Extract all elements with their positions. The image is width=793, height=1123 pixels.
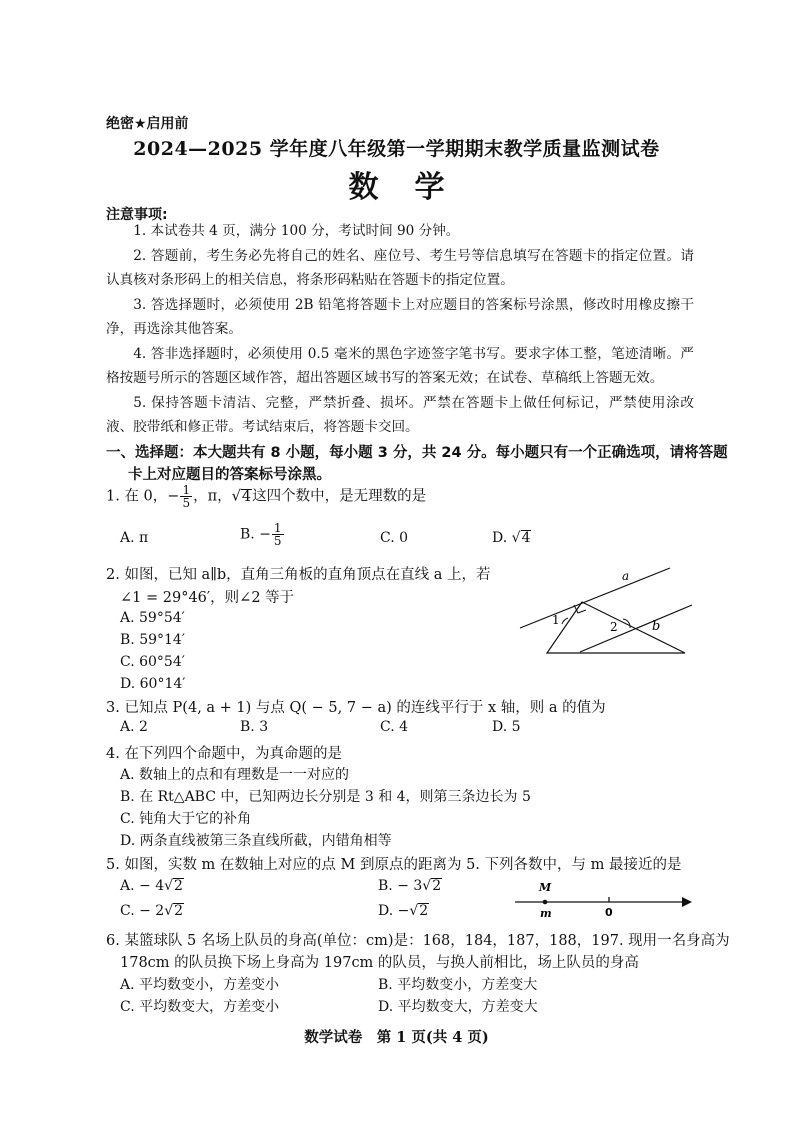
q4-option-a: A. 数轴上的点和有理数是一一对应的 bbox=[120, 767, 350, 783]
q6-option-d: D. 平均数变大，方差变大 bbox=[378, 999, 538, 1015]
notice-item-5: 5. 保持答题卡清洁、完整，严禁折叠、损坏。严禁在答题卡上做任何标记，严禁使用涂改液、胶带纸和修正带。考试结束后，将答题卡交回。 bbox=[106, 394, 694, 435]
q5-option-c: C. − 2√2 bbox=[120, 903, 184, 919]
question-3-stem: 3. 已知点 P(4, a + 1) 与点 Q( − 5, 7 − a) 的连线平行于 x 轴，则 a 的值为 bbox=[106, 700, 606, 716]
q4-option-b: B. 在 Rt△ABC 中，已知两边长分别是 3 和 4，则第三条边长为 5 bbox=[120, 789, 531, 805]
number-line-figure bbox=[510, 876, 695, 921]
section-heading-line1: 一、选择题：本大题共有 8 小题，每小题 3 分，共 24 分。每小题只有一个正确选项，请将答题 bbox=[106, 445, 728, 461]
question-6-stem-line2: 178cm 的队员换下场上身高为 197cm 的队员，与换人前相比，场上队员的身高 bbox=[120, 955, 639, 971]
q1-option-b: B. − $\frac{1}{5}$ bbox=[240, 521, 282, 548]
fraction-one-fifth: $\frac{1}{5}$ bbox=[182, 483, 191, 510]
notice-heading: 注意事项: bbox=[106, 207, 168, 223]
axis-arrow bbox=[682, 897, 692, 907]
q6-option-b: B. 平均数变小，方差变大 bbox=[378, 977, 538, 993]
q3-option-a: A. 2 bbox=[120, 719, 148, 735]
notice-item-4: 4. 答非选择题时，必须使用 0.5 毫米的黑色字迹签字笔书写。要求字体工整，笔迹清晰。严格按题号所示的答题区域作答，超出答题区域书写的答案无效；在试卷、草稿纸上答题无效。 bbox=[106, 345, 694, 386]
q4-option-c: C. 钝角大于它的补角 bbox=[120, 811, 252, 827]
q5-option-a: A. − 4√2 bbox=[120, 878, 183, 894]
label-angle-1: 1 bbox=[552, 613, 560, 627]
confidential-label: 绝密★启用前 bbox=[106, 116, 189, 132]
q5-option-d: D. −√2 bbox=[378, 903, 429, 919]
notice-list bbox=[106, 219, 694, 440]
line-a bbox=[520, 568, 670, 628]
section-heading-line2: 卡上对应题目的答案标号涂黑。 bbox=[128, 467, 331, 483]
label-zero: 0 bbox=[605, 906, 613, 919]
label-M: M bbox=[539, 881, 552, 894]
q1-option-d: D. √4 bbox=[492, 530, 531, 546]
question-6-stem-line1: 6. 某篮球队 5 名场上队员的身高(单位：cm)是：168，184，187，188，197. 现用一名身高为 bbox=[106, 933, 730, 949]
notice-item-3: 3. 答选择题时，必须使用 2B 铅笔将答题卡上对应题目的答案标号涂黑，修改时用橡皮擦干净，再选涂其他答案。 bbox=[106, 296, 694, 337]
q6-option-a: A. 平均数变小，方差变小 bbox=[120, 977, 280, 993]
exam-title: 2024—2025 学年度八年级第一学期期末教学质量监测试卷 bbox=[133, 138, 660, 160]
label-m: m bbox=[540, 907, 552, 920]
label-b: b bbox=[652, 619, 661, 634]
notice-item-2: 2. 答题前，考生务必先将自己的姓名、座位号、考生号等信息填写在答题卡的指定位置。请认真核对条形码上的相关信息，将条形码粘贴在答题卡的指定位置。 bbox=[106, 247, 694, 288]
q4-option-d: D. 两条直线被第三条直线所截，内错角相等 bbox=[120, 833, 392, 849]
question-5-stem: 5. 如图，实数 m 在数轴上对应的点 M 到原点的距离为 5. 下列各数中，与 m 最接近的是 bbox=[106, 857, 682, 873]
label-angle-2: 2 bbox=[610, 620, 618, 634]
q1-option-a: A. π bbox=[120, 530, 149, 546]
q3-option-b: B. 3 bbox=[240, 719, 269, 735]
q2-option-c: C. 60°54′ bbox=[120, 654, 185, 670]
question-2-stem-line2: ∠1 = 29°46′，则∠2 等于 bbox=[120, 590, 295, 606]
point-m bbox=[543, 900, 548, 905]
question-1-stem: 1. 在 0，− $\frac{1}{5}$ ，π，√4这四个数中，是无理数的是 bbox=[106, 483, 427, 510]
subject-title: 数学 bbox=[348, 170, 481, 205]
q3-option-c: C. 4 bbox=[380, 719, 409, 735]
q2-option-b: B. 59°14′ bbox=[120, 632, 185, 648]
page-footer: 数学试卷 第 1 页(共 4 页) bbox=[304, 1029, 489, 1046]
label-a: a bbox=[622, 569, 630, 583]
parallel-lines-triangle-figure bbox=[510, 560, 700, 670]
q2-option-d: D. 60°14′ bbox=[120, 676, 186, 692]
q5-option-b: B. − 3√2 bbox=[378, 878, 442, 894]
notice-item-1: 1. 本试卷共 4 页，满分 100 分，考试时间 90 分钟。 bbox=[133, 223, 460, 239]
q1-option-c: C. 0 bbox=[380, 530, 409, 546]
q2-option-a: A. 59°54′ bbox=[120, 610, 185, 626]
question-4-stem: 4. 在下列四个命题中，为真命题的是 bbox=[106, 746, 342, 762]
question-2-stem-line1: 2. 如图，已知 a∥b，直角三角板的直角顶点在直线 a 上，若 bbox=[106, 567, 491, 583]
q3-option-d: D. 5 bbox=[492, 719, 521, 735]
q6-option-c: C. 平均数变大，方差变小 bbox=[120, 999, 280, 1015]
